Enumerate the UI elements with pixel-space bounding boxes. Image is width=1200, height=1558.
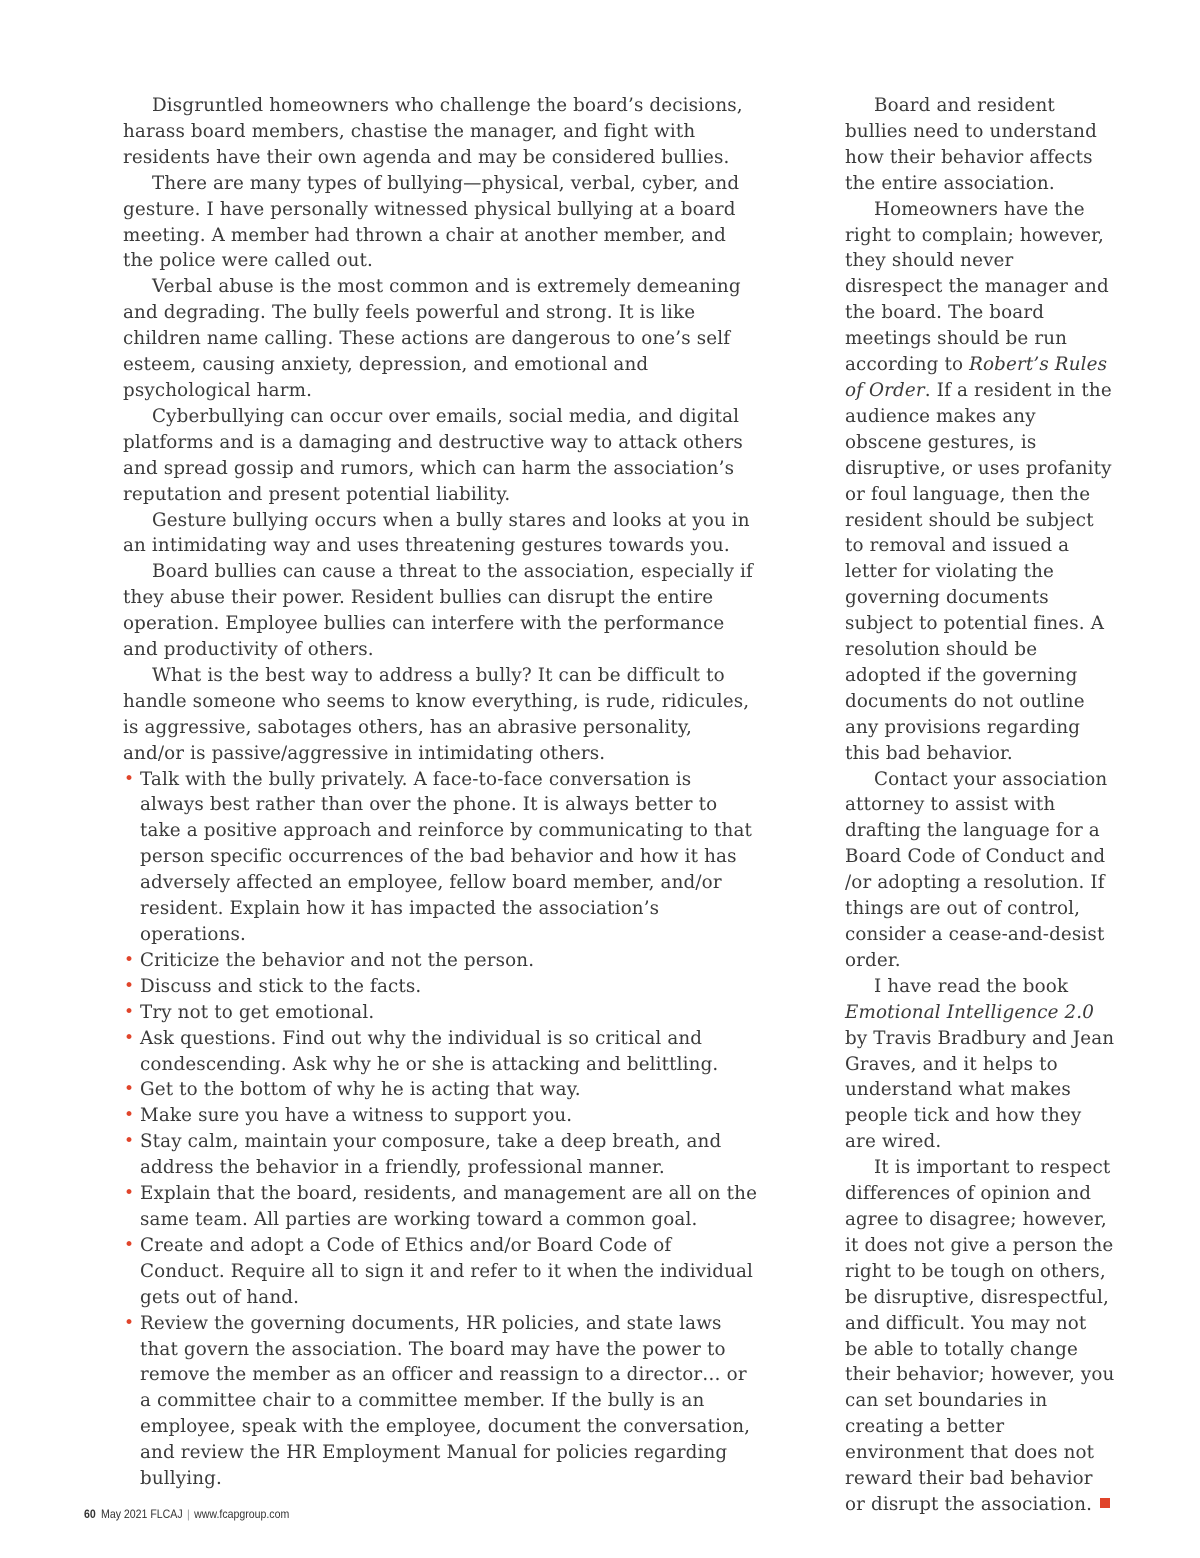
paragraph-cyberbullying: Cyberbullying can occur over emails, social media, and digital platforms and is a damaging and destructive way to attack others and spread gossip and rumors, which can harm the association’s reputation and present potential liability. bbox=[123, 405, 743, 505]
page-number: 60 bbox=[84, 1507, 96, 1521]
page-footer bbox=[84, 1507, 289, 1521]
list-item: • Criticize the behavior and not the person. bbox=[123, 948, 759, 974]
list-item: • Discuss and stick to the facts. bbox=[123, 974, 759, 1000]
bullet-icon: • bbox=[124, 1234, 135, 1255]
bullet-icon: • bbox=[124, 975, 135, 996]
list-item: • Stay calm, maintain your composure, take a deep breath, and address the behavior in a friendly, professional manner. bbox=[124, 1131, 722, 1179]
list-item: • Make sure you have a witness to support you. bbox=[123, 1103, 759, 1129]
bullet-icon: • bbox=[124, 1001, 135, 1022]
list-item: • Create and adopt a Code of Ethics and/or Board Code of Conduct. Require all to sign it and refer to it when the individual gets out of hand. bbox=[124, 1234, 754, 1308]
paragraph-bullies-intro: Disgruntled homeowners who challenge the board’s decisions, harass board members, chastise the manager, and fight with residents have their own agenda and may be considered bullies. bbox=[123, 95, 743, 168]
tips-list bbox=[123, 767, 759, 1492]
list-item: • Explain that the board, residents, and management are all on the same team. All parties are working toward a common goal. bbox=[124, 1183, 758, 1230]
list-item: • Get to the bottom of why he is acting that way. bbox=[123, 1077, 759, 1103]
paragraph-contact-attorney: Contact your association attorney to assist with drafting the language for a Board Code of Conduct and /or adopting a resolution. If things are out of control, consider a cease-and-desist order. bbox=[845, 768, 1108, 971]
footer-separator: | bbox=[187, 1507, 190, 1521]
list-item: • Talk with the bully privately. A face-to-face conversation is always best rather than over the phone. It is always better to take a positive approach and reinforce by communicating to that person specific occurrences of the bad behavior and how it has adversely affected an employee, fellow board member, and/or resident. Explain how it has impacted the association’s operations. bbox=[124, 768, 753, 945]
paragraph-types-of-bullying: There are many types of bullying—physical, verbal, cyber, and gesture. I have personally witnessed physical bullying at a board meeting. A member had thrown a chair at another member, and the police were called out. bbox=[123, 172, 740, 272]
bullet-icon: • bbox=[124, 768, 135, 789]
list-item: • Review the governing documents, HR policies, and state laws that govern the association. The board may have the power to remove the member as an officer and reassign to a director… or a committee chair to a committee member. If the bully is an employee, speak with the employee, document the conversation, and review the HR Employment Manual for policies regarding bullying. bbox=[124, 1312, 751, 1490]
paragraph-board-bullies: Board bullies can cause a threat to the association, especially if they abuse their power. Resident bullies can disrupt the entire operation. Employee bullies can interfere with the performance and productivity of others. bbox=[123, 561, 753, 661]
paragraph-emotional-intelligence: I have read the book Emotional Intelligence 2.0 by Travis Bradbury and Jean Graves, and it helps to understand what makes people tick and how they are wired. bbox=[845, 975, 1115, 1153]
paragraph-understand-behavior: Board and resident bullies need to understand how their behavior affects the entire association. bbox=[845, 95, 1097, 194]
book-title-emotional-intelligence: Emotional Intelligence 2.0 bbox=[845, 1001, 1095, 1023]
list-item: • Ask questions. Find out why the individual is so critical and condescending. Ask why he or she is attacking and belittling. bbox=[124, 1027, 719, 1075]
paragraph-address-a-bully: What is the best way to address a bully? It can be difficult to handle someone who seems to know everything, is rude, ridicules, is aggressive, sabotages others, has an abrasive personality, and/or is passive/aggressive in intimidating others. bbox=[123, 664, 750, 764]
bullet-icon: • bbox=[124, 1131, 135, 1152]
right-column bbox=[845, 93, 1115, 1518]
paragraph-right-to-complain: Homeowners have the right to complain; however, they should never disrespect the manager and the board. The board meetings should be run according to Robert’s Rules of Order. If a resident in the audience makes any obscene gestures, is disruptive, or uses profanity or foul language, then the resident should be subject to removal and issued a letter for violating the governing documents subject to potential fines. A resolution should be adopted if the governing documents do not outline any provisions regarding this bad behavior. bbox=[845, 198, 1112, 764]
issue-label: May 2021 FLCAJ bbox=[101, 1507, 183, 1521]
bullet-icon: • bbox=[124, 1027, 135, 1048]
book-title-roberts-rules: Robert’s Rules of Order bbox=[845, 354, 1108, 401]
bullet-icon: • bbox=[124, 1183, 135, 1204]
bullet-icon: • bbox=[124, 1312, 135, 1333]
bullet-icon: • bbox=[124, 1079, 135, 1100]
website-link[interactable]: www.fcapgroup.com bbox=[194, 1507, 290, 1521]
bullet-icon: • bbox=[124, 1105, 135, 1126]
bullet-icon: • bbox=[124, 949, 135, 970]
paragraph-verbal-abuse: Verbal abuse is the most common and is extremely demeaning and degrading. The bully feels powerful and strong. It is like children name calling. These actions are dangerous to one’s self esteem, causing anxiety, depression, and emotional and psychological harm. bbox=[123, 276, 741, 401]
paragraph-gesture-bullying: Gesture bullying occurs when a bully stares and looks at you in an intimidating way and uses threatening gestures towards you. bbox=[123, 509, 750, 557]
end-of-article-icon bbox=[1100, 1498, 1110, 1508]
paragraph-respect-differences: It is important to respect differences of opinion and agree to disagree; however, it does not give a person the right to be tough on others, be disruptive, disrespectful, and difficult. You may not be able to totally change their behavior; however, you can set boundaries in creating a better environment that does not reward their bad behavior or disrupt the association. bbox=[845, 1157, 1115, 1515]
list-item: • Try not to get emotional. bbox=[123, 1000, 759, 1026]
left-column bbox=[123, 93, 759, 1492]
